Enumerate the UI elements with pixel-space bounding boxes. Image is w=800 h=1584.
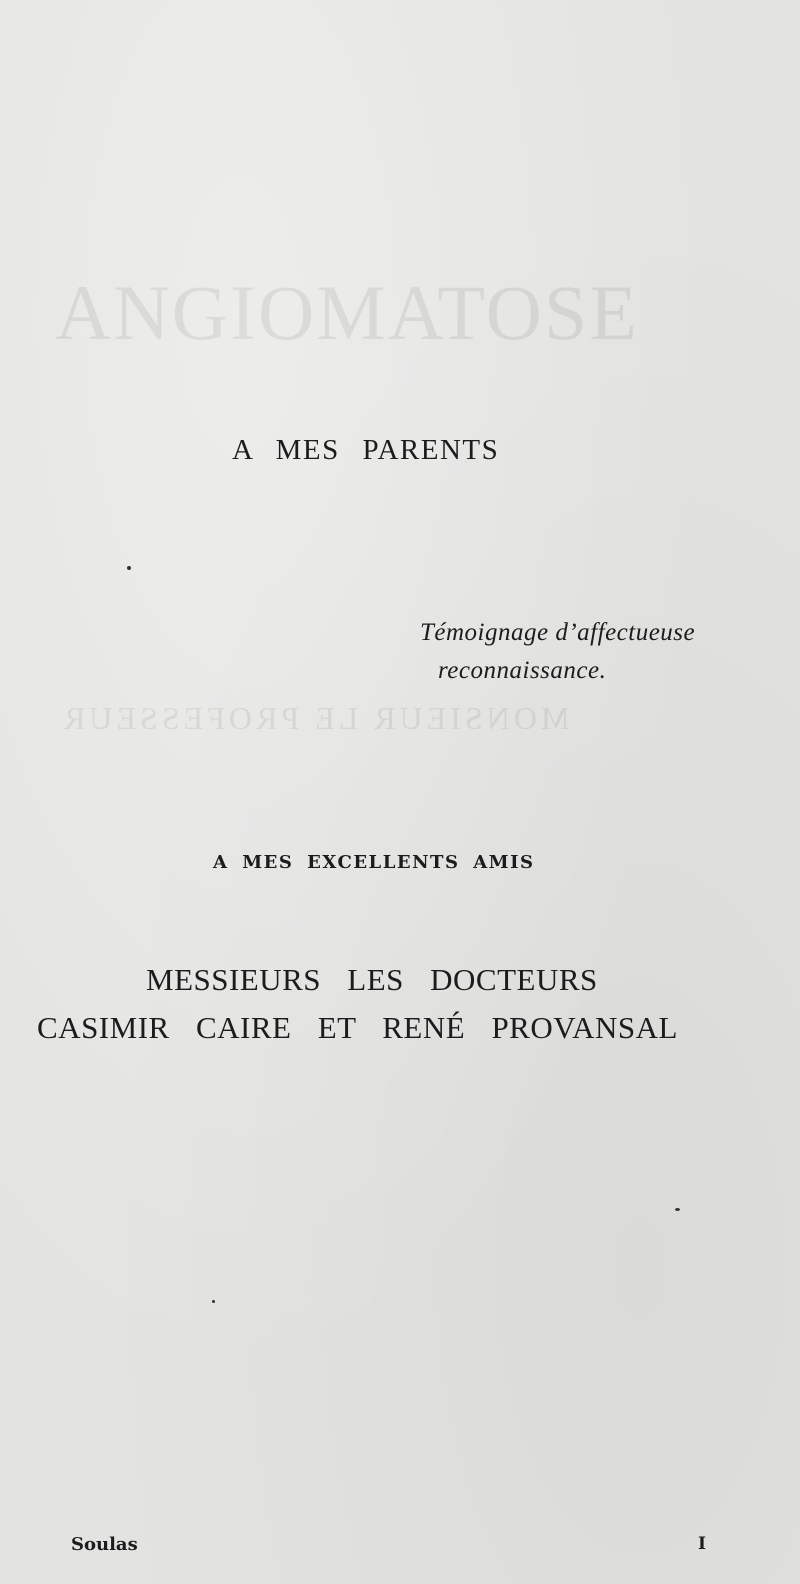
footer-signature-mark: I [698,1534,706,1554]
tribute-text [420,614,695,690]
footer-author: Soulas [71,1534,138,1555]
paper-speck [675,1208,680,1211]
paper-speck [212,1300,215,1303]
show-through-decoration: MONSIEUR LE PROFESSEUR [60,700,570,736]
show-through-decoration: ANGIOMATOSE [55,269,639,356]
paper-speck [127,566,131,570]
tribute-line-1: Témoignage d’affectueuse [420,619,696,646]
friends-names-line-1: MESSIEURS LES DOCTEURS [146,962,598,997]
tribute-line-2: reconnaissance. [438,657,607,684]
friends-names-line-2: CASIMIR CAIRE ET RENÉ PROVANSAL [37,1010,678,1045]
friends-heading: A MES EXCELLENTS AMIS [213,852,535,873]
dedication-parents: A MES PARENTS [232,434,500,466]
